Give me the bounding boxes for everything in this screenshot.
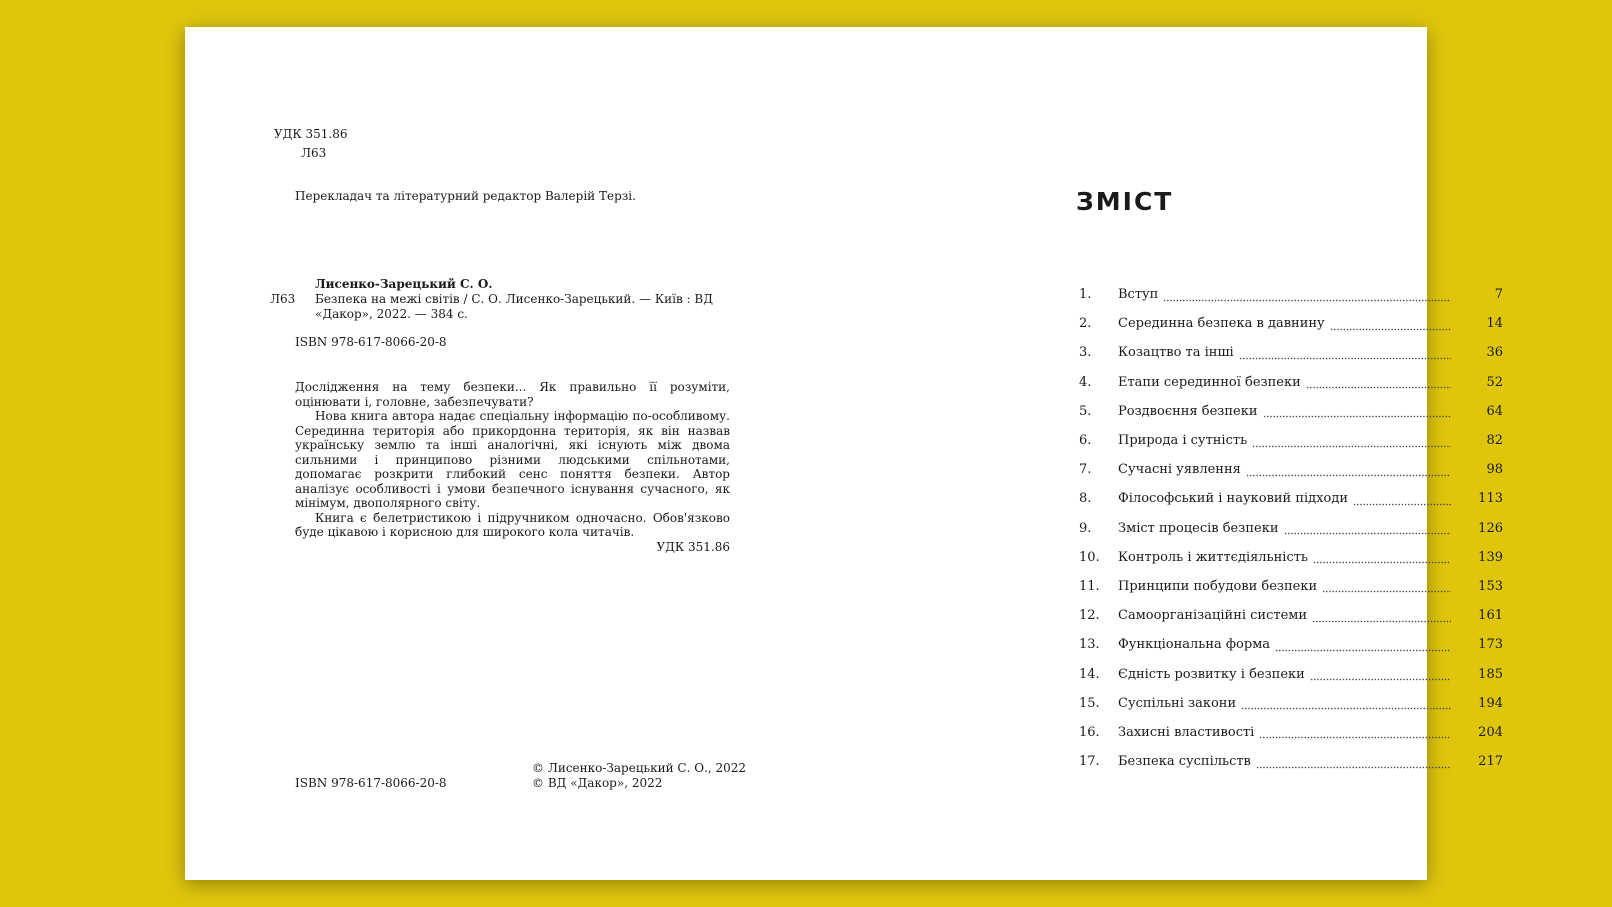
toc-entry [1079, 689, 1503, 718]
toc-entry [1079, 484, 1503, 513]
toc-entry [1079, 659, 1503, 688]
toc-leader-dots [1259, 726, 1451, 739]
toc-entry [1079, 309, 1503, 338]
toc-entry [1079, 543, 1503, 572]
toc-entry-number: 1. [1079, 287, 1092, 303]
toc-entry [1079, 397, 1503, 426]
toc-entry-title: Функціональна форма [1118, 637, 1271, 653]
toc-leader-dots [1330, 318, 1451, 331]
copyright-author: © Лисенко-Зарецький С. О., 2022 [532, 761, 747, 775]
toc-entry-title: Філософський і науковий підходи [1118, 491, 1349, 507]
toc-leader-dots [1252, 435, 1451, 448]
toc-entry-number: 11. [1079, 578, 1100, 594]
copyright-publisher: © ВД «Дакор», 2022 [532, 776, 663, 790]
toc-entry [1079, 514, 1503, 543]
toc-entry [1079, 368, 1503, 397]
toc-entry-page: 185 [1478, 666, 1503, 682]
toc-entry [1079, 455, 1503, 484]
toc-entry [1079, 426, 1503, 455]
toc-entry [1079, 601, 1503, 630]
toc-leader-dots [1246, 464, 1451, 477]
abstract-paragraph: Нова книга автора надає спеціальну інформацію по-особливому. Серединна територія або прикордонна територія, як він назвав українську землю та інші аналогічні, які існують між двома сильними і принципово різними людськими спільнотами, допомагає розкрити глибокий сенс поняття безпеки. Автор аналізує особливості і умови безпечного існування сучасного, як мінімум, двополярного світу. [295, 409, 730, 510]
toc-entry [1079, 630, 1503, 659]
toc-entry-page: 113 [1478, 491, 1503, 507]
toc-entry-title: Єдність розвитку і безпеки [1118, 666, 1305, 682]
toc-entry-number: 4. [1079, 374, 1092, 390]
table-of-contents [1079, 280, 1503, 776]
toc-entry-page: 52 [1486, 374, 1503, 390]
toc-entry-number: 15. [1079, 695, 1100, 711]
toc-entry-page: 98 [1486, 462, 1503, 478]
toc-leader-dots [1313, 551, 1451, 564]
toc-entry-number: 16. [1079, 724, 1100, 740]
toc-leader-dots [1353, 493, 1451, 506]
toc-entry-page: 14 [1486, 316, 1503, 332]
toc-entry-page: 64 [1486, 403, 1503, 419]
toc-entry-page: 126 [1478, 520, 1503, 536]
copyright-page [185, 27, 806, 880]
toc-entry [1079, 572, 1503, 601]
toc-entry-page: 153 [1478, 578, 1503, 594]
udk-code-bottom: УДК 351.86 [656, 540, 730, 554]
call-number: Л63 [301, 146, 327, 160]
toc-entry-page: 173 [1478, 637, 1503, 653]
toc-entry-page: 217 [1478, 754, 1503, 770]
toc-entry-title: Роздвоєння безпеки [1118, 403, 1258, 419]
toc-entry-title: Вступ [1118, 287, 1159, 303]
toc-entry-title: Природа і сутність [1118, 433, 1248, 449]
toc-entry-title: Сучасні уявлення [1118, 462, 1241, 478]
toc-entry-title: Контроль і життєдіяльність [1118, 549, 1309, 565]
toc-entry-page: 194 [1478, 695, 1503, 711]
toc-entry [1079, 718, 1503, 747]
toc-entry-title: Принципи побудови безпеки [1118, 578, 1318, 594]
isbn: ISBN 978-617-8066-20-8 [295, 335, 447, 349]
toc-entry-title: Козацтво та інші [1118, 345, 1234, 361]
toc-leader-dots [1263, 405, 1451, 418]
catalog-call-number: Л63 [270, 292, 296, 306]
toc-leader-dots [1241, 697, 1451, 710]
bibliographic-description: Безпека на межі світів / С. О. Лисенко-Зарецький. — Київ : ВД «Дакор», 2022. — 384 с. [315, 292, 713, 321]
toc-entry-title: Етапи серединної безпеки [1118, 374, 1301, 390]
copyright-block [532, 761, 746, 791]
toc-leader-dots [1310, 668, 1451, 681]
toc-entry-title: Суспільні закони [1118, 695, 1237, 711]
toc-leader-dots [1239, 347, 1451, 360]
book-spread [185, 27, 1503, 880]
toc-entry-title: Серединна безпека в давнину [1118, 316, 1325, 332]
toc-entry-number: 6. [1079, 433, 1092, 449]
toc-entry-title: Зміст процесів безпеки [1118, 520, 1279, 536]
toc-entry-number: 10. [1079, 549, 1100, 565]
isbn-bottom: ISBN 978-617-8066-20-8 [295, 776, 447, 790]
contents-page [806, 27, 1503, 880]
toc-entry-number: 12. [1079, 608, 1100, 624]
toc-leader-dots [1306, 376, 1451, 389]
abstract-paragraph: Книга є белетристикою і підручником одночасно. Обов'язково буде цікавою і корисною для широкого кола читачів. [295, 510, 730, 539]
toc-entry-page: 139 [1478, 549, 1503, 565]
toc-entry-number: 9. [1079, 520, 1092, 536]
toc-entry-number: 5. [1079, 403, 1092, 419]
toc-entry-number: 17. [1079, 754, 1100, 770]
toc-leader-dots [1256, 756, 1451, 769]
toc-entry-number: 8. [1079, 491, 1092, 507]
author-heading: Лисенко-Зарецький С. О. [315, 277, 493, 291]
toc-entry-page: 7 [1494, 287, 1503, 303]
toc-entry-page: 204 [1478, 724, 1503, 740]
toc-leader-dots [1322, 580, 1451, 593]
toc-leader-dots [1284, 522, 1452, 535]
toc-entry-page: 161 [1478, 608, 1503, 624]
abstract-paragraph: Дослідження на тему безпеки... Як правильно її розуміти, оцінювати і, головне, забезпечувати? [295, 380, 730, 409]
toc-entry-number: 14. [1079, 666, 1100, 682]
contents-title: ЗМІСТ [1076, 187, 1174, 216]
toc-entry-number: 3. [1079, 345, 1092, 361]
udk-code: УДК 351.86 [274, 127, 348, 141]
toc-entry-page: 36 [1486, 345, 1503, 361]
toc-entry-page: 82 [1486, 433, 1503, 449]
toc-entry-title: Безпека суспільств [1118, 754, 1251, 770]
toc-entry-title: Самоорганізаційні системи [1118, 608, 1308, 624]
translator-credit: Перекладач та літературний редактор Валерій Терзі. [295, 189, 636, 203]
toc-entry [1079, 280, 1503, 309]
toc-leader-dots [1163, 289, 1451, 302]
toc-entry-number: 13. [1079, 637, 1100, 653]
toc-entry-number: 7. [1079, 462, 1092, 478]
toc-entry-number: 2. [1079, 316, 1092, 332]
abstract [295, 380, 730, 540]
toc-entry [1079, 338, 1503, 367]
toc-entry [1079, 747, 1503, 776]
toc-leader-dots [1312, 610, 1451, 623]
toc-leader-dots [1275, 639, 1451, 652]
toc-entry-title: Захисні властивості [1118, 724, 1255, 740]
